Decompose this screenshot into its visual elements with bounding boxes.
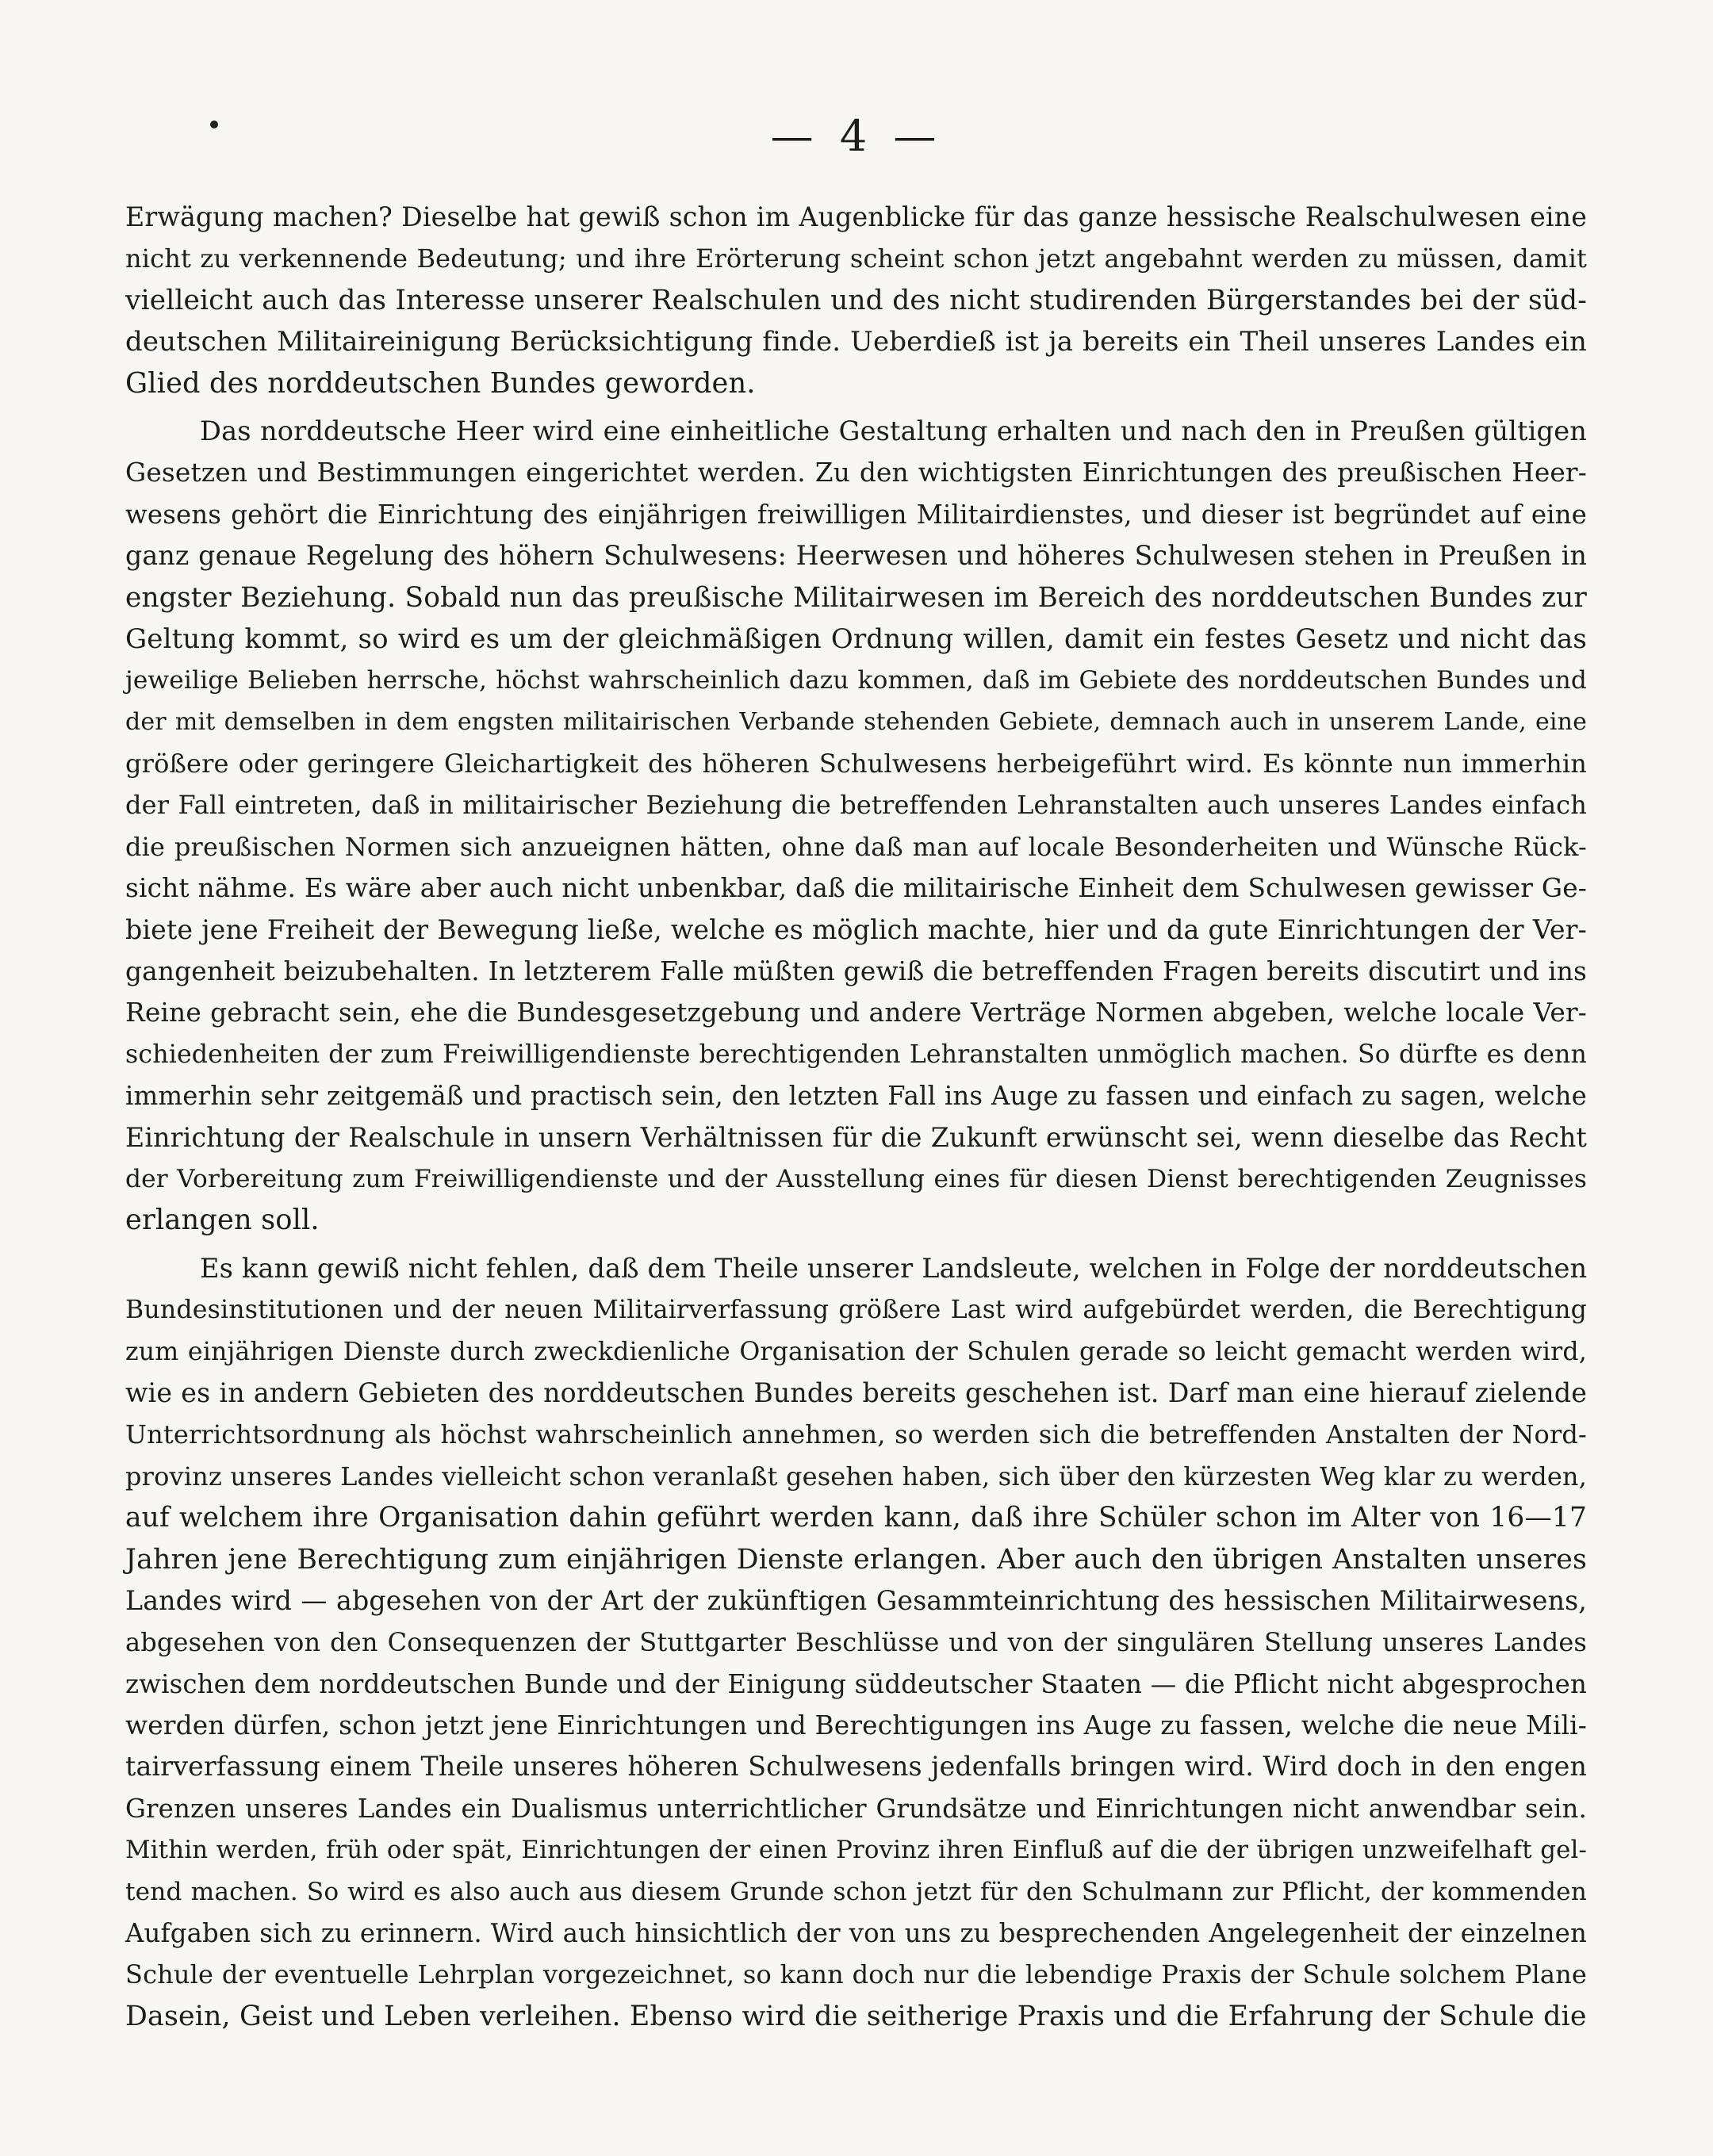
text-line: zum einjährigen Dienste durch zweckdienliche Organisation der Schulen gerade so leicht gemacht werden wird, — [125, 1337, 1587, 1366]
text-line: ganz genaue Regelung des höhern Schulwesens: Heerwesen und höheres Schulwesen stehen in Preußen in — [125, 540, 1587, 572]
text-line: der Fall eintreten, daß in militairischer Beziehung die betreffenden Lehranstalten auch unseres Landes einfach — [125, 790, 1587, 821]
text-line: Einrichtung der Realschule in unsern Verhältnissen für die Zukunft erwünscht sei, wenn dieselbe das Recht — [125, 1121, 1587, 1153]
text-line: Das norddeutsche Heer wird eine einheitliche Gestaltung erhalten und nach den in Preußen gültigen — [200, 415, 1587, 446]
text-line: die preußischen Normen sich anzueignen hätten, ohne daß man auf locale Besonderheiten und Wünsche Rück- — [125, 831, 1587, 862]
text-line: provinz unseres Landes vielleicht schon veranlaßt gesehen haben, sich über den kürzesten Weg klar zu werden, — [125, 1461, 1587, 1492]
text-line: Erwägung machen? Dieselbe hat gewiß schon im Augenblicke für das ganze hessische Realschulwesen eine — [125, 201, 1587, 232]
text-line: deutschen Militaireinigung Berücksichtigung finde. Ueberdieß ist ja bereits ein Theil unseres Landes ein — [125, 326, 1587, 358]
text-line: nicht zu verkennende Bedeutung; und ihre Erörterung scheint schon jetzt angebahnt werden zu müssen, damit — [125, 243, 1587, 274]
text-line: biete jene Freiheit der Bewegung ließe, welche es möglich machte, hier und da gute Einrichtungen der Ver- — [125, 913, 1587, 945]
text-line: Aufgaben sich zu erinnern. Wird auch hinsichtlich der von uns zu besprechenden Angelegenheit der einzelnen — [125, 1918, 1587, 1949]
text-line: wie es in andern Gebieten des norddeutschen Bundes bereits geschehen ist. Darf man eine hierauf zielende — [125, 1377, 1587, 1408]
text-line: Unterrichtsordnung als höchst wahrscheinlich annehmen, so werden sich die betreffenden Anstalten der Nord- — [125, 1419, 1587, 1450]
text-line: Schule der eventuelle Lehrplan vorgezeichnet, so kann doch nur die lebendige Praxis der Schule solchem Plane — [125, 1959, 1587, 1990]
text-line: tairverfassung einem Theile unseres höheren Schulwesens jedenfalls bringen wird. Wird doch in den engen — [125, 1751, 1587, 1783]
text-line: abgesehen von den Consequenzen der Stuttgarter Beschlüsse und von der singulären Stellung unseres Landes — [125, 1627, 1587, 1658]
text-line: werden dürfen, schon jetzt jene Einrichtungen und Berechtigungen ins Auge zu fassen, welche die neue Mili- — [125, 1710, 1587, 1741]
text-line: Reine gebracht sein, ehe die Bundesgesetzgebung und andere Verträge Normen abgeben, welche locale Ver- — [125, 998, 1587, 1028]
text-line: Bundesinstitutionen und der neuen Militairverfassung größere Last wird aufgebürdet werden, die Berechtigung — [125, 1296, 1587, 1325]
text-line: der Vorbereitung zum Freiwilligendienste und der Ausstellung eines für diesen Dienst berechtigenden Zeugnisses — [125, 1164, 1587, 1193]
text-line: tend machen. So wird es also auch aus diesem Grunde schon jetzt für den Schulmann zur Pflicht, der kommenden — [125, 1877, 1587, 1906]
text-line: vielleicht auch das Interesse unserer Realschulen und des nicht studirenden Bürgerstandes bei der süd- — [125, 284, 1587, 316]
text-line: Gesetzen und Bestimmungen eingerichtet werden. Zu den wichtigsten Einrichtungen des preußischen Heer- — [125, 458, 1587, 488]
text-line: engster Beziehung. Sobald nun das preußische Militairwesen im Bereich des norddeutschen Bundes zur — [125, 581, 1587, 614]
text-line: Es kann gewiß nicht fehlen, daß dem Theile unserer Landsleute, welchen in Folge der norddeutschen — [200, 1252, 1588, 1284]
text-line: sicht nähme. Es wäre aber auch nicht unbenkbar, daß die militairische Einheit dem Schulwesen gewisser Ge- — [125, 873, 1587, 904]
text-line: Jahren jene Berechtigung zum einjährigen Dienste erlangen. Aber auch den übrigen Anstalten unseres — [125, 1543, 1587, 1576]
text-line: größere oder geringere Gleichartigkeit des höheren Schulwesens herbeigeführt wird. Es könnte nun immerhin — [125, 749, 1587, 779]
text-line: Mithin werden, früh oder spät, Einrichtungen der einen Provinz ihren Einfluß auf die der übrigen unzweifelhaft gel- — [125, 1836, 1587, 1865]
paragraph — [125, 1248, 1587, 2037]
text-line: Grenzen unseres Landes ein Dualismus unterrichtlicher Grundsätze und Einrichtungen nicht anwendbar sein. — [125, 1793, 1587, 1824]
text-line: schiedenheiten der zum Freiwilligendienste berechtigenden Lehranstalten unmöglich machen. So dürfte es denn — [125, 1040, 1587, 1069]
text-line: Geltung kommt, so wird es um der gleichmäßigen Ordnung willen, damit ein festes Gesetz und nicht das — [125, 622, 1587, 655]
page-number: — 4 — — [770, 111, 943, 161]
text-line: gangenheit beizubehalten. In letzterem Falle müßten gewiß die betreffenden Fragen bereits discutirt und ins — [125, 956, 1587, 987]
text-line: Dasein, Geist und Leben verleihen. Ebenso wird die seitherige Praxis und die Erfahrung der Schule die — [125, 2000, 1587, 2032]
text-line: der mit demselben in dem engsten militairischen Verbande stehenden Gebiete, demnach auch in unserem Lande, eine — [125, 707, 1587, 736]
paragraph — [125, 411, 1587, 1242]
body-text — [125, 197, 1587, 2037]
text-line: Landes wird — abgesehen von der Art der zukünftigen Gesammteinrichtung des hessischen Militairwesens, — [125, 1584, 1587, 1616]
text-line: zwischen dem norddeutschen Bunde und der Einigung süddeutscher Staaten — die Pflicht nicht abgesprochen — [125, 1668, 1587, 1699]
text-line: erlangen soll. — [125, 1204, 320, 1237]
text-line: jeweilige Belieben herrsche, höchst wahrscheinlich dazu kommen, daß im Gebiete des norddeutschen Bundes und — [125, 666, 1587, 695]
text-line: immerhin sehr zeitgemäß und practisch sein, den letzten Fall ins Auge zu fassen und einfach zu sagen, welche — [125, 1081, 1587, 1112]
text-line: auf welchem ihre Organisation dahin geführt werden kann, daß ihre Schüler schon im Alter von 16—17 — [125, 1502, 1587, 1534]
text-line: wesens gehört die Einrichtung des einjährigen freiwilligen Militairdienstes, und dieser ist begründet auf eine — [125, 499, 1587, 530]
text-line: Glied des norddeutschen Bundes geworden. — [125, 366, 756, 400]
paragraph — [125, 197, 1587, 404]
